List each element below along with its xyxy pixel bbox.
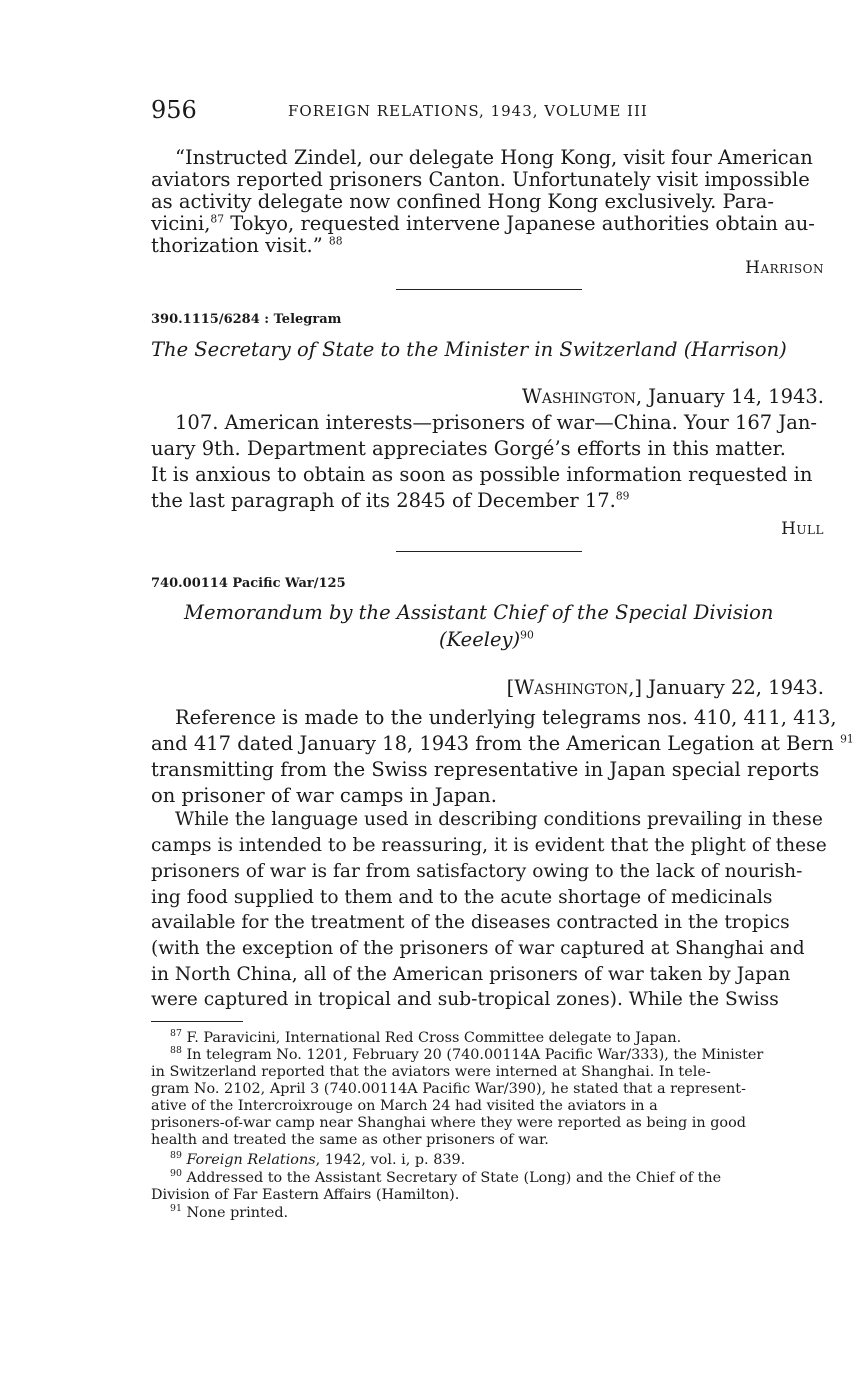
footnote-ref: 90 xyxy=(520,628,534,642)
quote-line: “Instructed Zindel, our delegate Hong Kong, visit four American xyxy=(175,146,813,169)
footnote-ref: 87 xyxy=(210,212,225,226)
footnote-89: $^{89}$ Foreign Relations, 1942, vol. i, p. 839. xyxy=(170,1150,466,1168)
quote-line: aviators reported prisoners Canton. Unfortunately visit impossible xyxy=(151,168,810,191)
body-line: uary 9th. Department appreciates Gorgé’s efforts in this matter. xyxy=(151,437,786,460)
quote-line: vicini,$^{87}$ Tokyo, requested intervene Japanese authorities obtain au- xyxy=(151,212,815,235)
footnote-line: health and treated the same as other prisoners of war. xyxy=(151,1132,549,1148)
body-line: available for the treatment of the diseases contracted in the tropics xyxy=(151,912,790,933)
document-title: The Secretary of State to the Minister in Switzerland (Harrison) xyxy=(151,338,787,361)
body-line: (with the exception of the prisoners of war captured at Shanghai and xyxy=(151,938,805,959)
body-line: camps is intended to be reassuring, it is evident that the plight of these xyxy=(151,835,827,856)
footnote-88: $^{88}$ In telegram No. 1201, February 20 (740.00114A Pacific War/333), the Minister xyxy=(170,1045,764,1063)
footnote-divider xyxy=(151,1021,243,1022)
body-line: 107. American interests—prisoners of war—China. Your 167 Jan- xyxy=(175,411,817,434)
document-title: Memorandum by the Assistant Chief of the Special Division xyxy=(184,601,774,624)
footnote-90: $^{90}$ Addressed to the Assistant Secretary of State (Long) and the Chief of the xyxy=(170,1168,722,1186)
footnote-line: in Switzerland reported that the aviators were interned at Shanghai. In tele- xyxy=(151,1064,711,1080)
dateline: Washington, January 14, 1943. xyxy=(521,385,824,408)
quote-line: thorization visit.” $^{88}$ xyxy=(151,234,343,257)
running-title: FOREIGN RELATIONS, 1943, VOLUME III xyxy=(288,102,648,120)
body-line: ing food supplied to them and to the acute shortage of medicinals xyxy=(151,887,773,908)
body-line: and 417 dated January 18, 1943 from the American Legation at Bern $^{91}$ xyxy=(151,732,854,755)
footnote-91: $^{91}$ None printed. xyxy=(170,1203,289,1221)
footnote-line: Division of Far Eastern Affairs (Hamilton). xyxy=(151,1187,460,1203)
body-line: transmitting from the Swiss representative in Japan special reports xyxy=(151,758,820,781)
footnote-ref: 91 xyxy=(840,732,854,746)
footnote-line: prisoners-of-war camp near Shanghai where they were reported as being in good xyxy=(151,1115,746,1131)
page-number: 956 xyxy=(151,96,197,124)
dateline: [Washington,] January 22, 1943. xyxy=(506,676,824,699)
signature-harrison: Harrison xyxy=(745,258,824,278)
body-line: on prisoner of war camps in Japan. xyxy=(151,784,497,807)
body-line: It is anxious to obtain as soon as possible information requested in xyxy=(151,463,813,486)
quote-line: as activity delegate now confined Hong Kong exclusively. Para- xyxy=(151,190,774,213)
body-line: Reference is made to the underlying telegrams nos. 410, 411, 413, xyxy=(175,706,837,729)
file-number: 740.00114 Pacific War/125 xyxy=(151,576,346,591)
signature-hull: Hull xyxy=(781,519,824,539)
body-line: the last paragraph of its 2845 of December 17.89 xyxy=(151,489,630,512)
footnote-line: gram No. 2102, April 3 (740.00114A Pacific War/390), he stated that a represent- xyxy=(151,1081,746,1097)
document-title-line2: (Keeley)$^{90}$ xyxy=(439,628,534,651)
section-divider xyxy=(396,551,582,552)
file-number: 390.1115/6284 : Telegram xyxy=(151,312,342,327)
body-line: prisoners of war is far from satisfactory owing to the lack of nourish- xyxy=(151,861,803,882)
footnote-ref: 88 xyxy=(328,234,343,248)
section-divider xyxy=(396,289,582,290)
body-line: in North China, all of the American prisoners of war taken by Japan xyxy=(151,964,791,985)
body-line: While the language used in describing conditions prevailing in these xyxy=(175,809,823,830)
footnote-line: ative of the Intercroixrouge on March 24 had visited the aviators in a xyxy=(151,1098,658,1114)
footnote-ref: 89 xyxy=(615,489,630,503)
footnote-87: $^{87}$ F. Paravicini, International Red Cross Committee delegate to Japan. xyxy=(170,1028,682,1046)
body-line: were captured in tropical and sub-tropical zones). While the Swiss xyxy=(151,989,779,1010)
